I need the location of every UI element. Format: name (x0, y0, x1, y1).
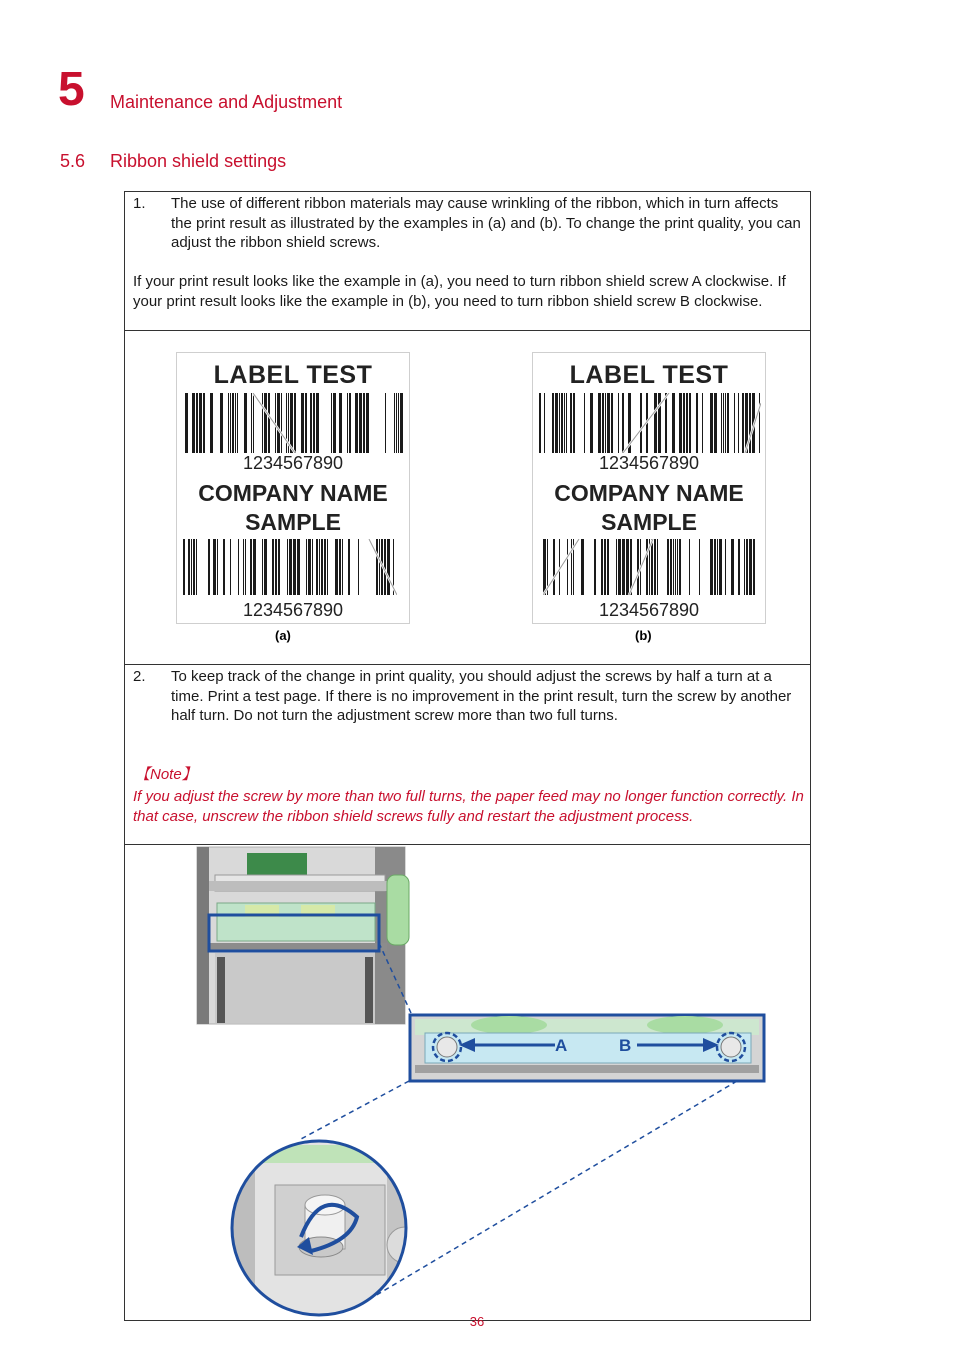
mechanism-figure-cell (124, 844, 811, 1321)
label-company (177, 479, 409, 537)
label-title: LABEL TEST (213, 361, 373, 389)
label-title: LABEL TEST (569, 361, 729, 389)
label-company-name: COMPANY NAME (554, 480, 744, 506)
screw-magnifier (225, 1135, 423, 1320)
screw-b-label: B (619, 1036, 632, 1055)
wrinkle-line (183, 539, 397, 595)
label-number-top: 1234567890 (598, 453, 700, 473)
wrinkle-line (539, 393, 761, 453)
label-number-bottom: 1234567890 (598, 600, 700, 620)
step2-number: 2. (133, 668, 146, 685)
ribbon-shield-detail (410, 1015, 764, 1081)
step1-item (133, 194, 801, 253)
note-label: 【Note】 (135, 766, 197, 783)
printer-mechanism-illustration (125, 845, 810, 1320)
step2-text: To keep track of the change in print quality, you should adjust the screws by half a turn at a time. Print a test page. If there is no improvement in the print result, turn the screw by another half turn. Do not turn the adjustment screw more than two full turns. (171, 668, 792, 724)
label-company (533, 479, 765, 537)
wrinkle-line (543, 539, 757, 595)
caption-a: (a) (275, 628, 291, 643)
chapter-number: 5 (58, 63, 85, 116)
label-number-bottom: 1234567890 (242, 600, 344, 620)
label-example-a (176, 352, 410, 624)
label-sample: SAMPLE (601, 509, 697, 535)
label-number-top: 1234567890 (242, 453, 344, 473)
section-title: Ribbon shield settings (110, 151, 287, 171)
label-examples-cell (124, 330, 811, 665)
step2-cell (124, 664, 811, 845)
label-company-name: COMPANY NAME (198, 480, 388, 506)
wrinkle-line (183, 393, 403, 453)
step1-text: The use of different ribbon materials may cause wrinkling of the ribbon, which in turn affects the print result as illustrated by the examples in (a) and (b). To change the print quality, you can adjust the ribbon shield screws. (171, 195, 801, 251)
step1-cell (124, 191, 811, 331)
screw-a-label: A (555, 1036, 568, 1055)
step1-paragraph: If your print result looks like the example in (a), you need to turn ribbon shield screw A clockwise. If your print result looks like the example in (b), you need to turn ribbon shield screw B clockwise. (133, 273, 786, 310)
step1-number: 1. (133, 195, 146, 212)
chapter-title: Maintenance and Adjustment (110, 92, 343, 112)
printer-head-photo (197, 847, 409, 1024)
note-text: If you adjust the screw by more than two full turns, the paper feed may no longer function correctly. In that case, unscrew the ribbon shield screws fully and restart the adjustment process. (133, 788, 804, 825)
caption-b: (b) (635, 628, 652, 643)
label-sample: SAMPLE (245, 509, 341, 535)
section-number: 5.6 (60, 151, 86, 171)
step2-item (133, 667, 801, 726)
page-number: 36 (469, 1314, 485, 1329)
label-example-b (532, 352, 766, 624)
